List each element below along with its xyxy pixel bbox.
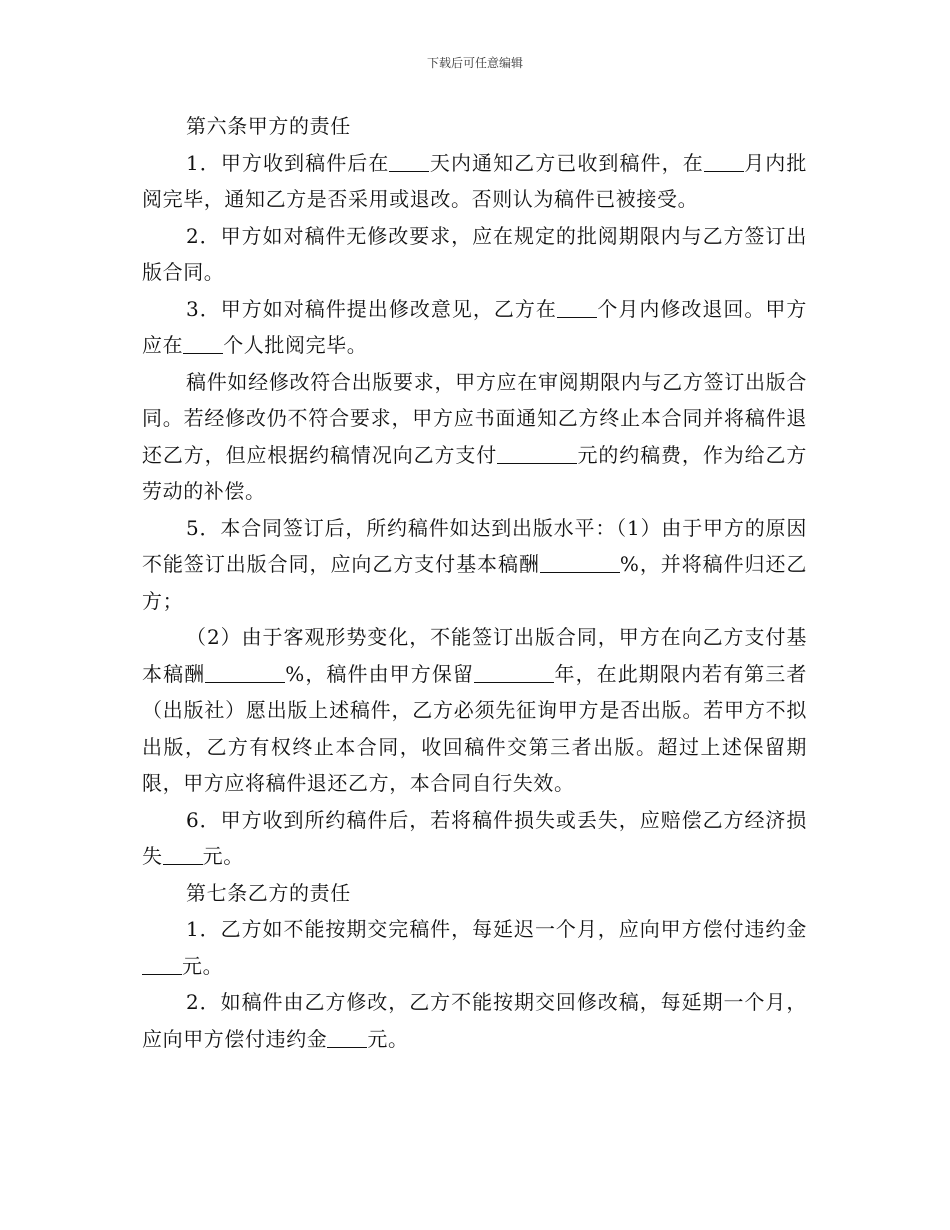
fill-in-blank [389, 153, 429, 172]
document-body [142, 108, 807, 1057]
fill-in-blank [163, 846, 203, 865]
clause-text: 年，在此期限内若有第三者（出版社）愿出版上述稿件，乙方必须先征询甲方是否出版。若甲方不拟出版，乙方有权终止本合同，收回稿件交第三者出版。超过上述保留期限，甲方应将稿件退还乙方，本合同自行失效。 [142, 661, 807, 795]
fill-in-blank [557, 299, 597, 318]
section-heading [142, 108, 807, 145]
clause-text: 元。 [182, 953, 224, 978]
fill-in-blank [327, 1029, 367, 1048]
clause-text: 1．乙方如不能按期交完稿件，每延迟一个月，应向甲方偿付违约金 [186, 917, 807, 941]
clause-text: %，稿件由甲方保留 [285, 661, 474, 686]
clause-text: 2．如稿件由乙方修改，乙方不能按期交回修改稿，每延期一个月，应向甲方偿付违约金 [142, 990, 807, 1051]
clause-text: 5．本合同签订后，所约稿件如达到出版水平：（1）由于甲方的原因不能签订出版合同，应向乙方支付基本稿酬 [142, 515, 807, 576]
clause-text: （2）由于客观形势变化，不能签订出版合同，甲方在向乙方支付基本稿酬 [142, 625, 807, 686]
fill-in-blank [540, 554, 620, 573]
contract-clause [142, 218, 807, 291]
contract-clause [142, 364, 807, 510]
section-heading [142, 875, 807, 912]
contract-clause [142, 911, 807, 984]
fill-in-blank [183, 335, 223, 354]
contract-clause [142, 802, 807, 875]
clause-text: %，并将稿件归还乙方； [142, 552, 808, 613]
contract-clause [142, 984, 807, 1057]
clause-text: 1．甲方收到稿件后在 [186, 150, 390, 175]
contract-clause [142, 291, 807, 364]
fill-in-blank [497, 445, 577, 464]
clause-text: 元。 [202, 844, 244, 868]
fill-in-blank [142, 956, 182, 975]
clause-text: 个月内修改退回。甲方应在 [142, 296, 808, 357]
contract-clause [142, 619, 807, 802]
contract-clause [142, 510, 807, 620]
clause-text: 元的约稿费，作为给乙方劳动的补偿。 [142, 442, 807, 503]
clause-text: 个人批阅完毕。 [223, 333, 368, 357]
fill-in-blank [474, 664, 554, 683]
clause-text: 第六条甲方的责任 [186, 114, 351, 138]
clause-text: 天内通知乙方已收到稿件，在 [429, 150, 704, 175]
fill-in-blank [704, 153, 744, 172]
clause-text: 月内批阅完毕，通知乙方是否采用或退改。否则认为稿件已被接受。 [142, 150, 807, 211]
header-note: 下载后可任意编辑 [426, 56, 523, 70]
clause-text: 6．甲方收到所约稿件后，若将稿件损失或丢失，应赔偿乙方经济损失 [142, 807, 807, 868]
clause-text: 元。 [367, 1026, 409, 1051]
clause-text: 稿件如经修改符合出版要求，甲方应在审阅期限内与乙方签订出版合同。若经修改仍不符合要求，甲方应书面通知乙方终止本合同并将稿件退还乙方，但应根据约稿情况向乙方支付 [142, 369, 807, 467]
fill-in-blank [205, 664, 285, 683]
clause-text: 3．甲方如对稿件提出修改意见，乙方在 [186, 296, 557, 321]
clause-text: 第七条乙方的责任 [186, 880, 351, 905]
clause-text: 2．甲方如对稿件无修改要求，应在规定的批阅期限内与乙方签订出版合同。 [142, 223, 807, 284]
contract-clause [142, 145, 807, 218]
